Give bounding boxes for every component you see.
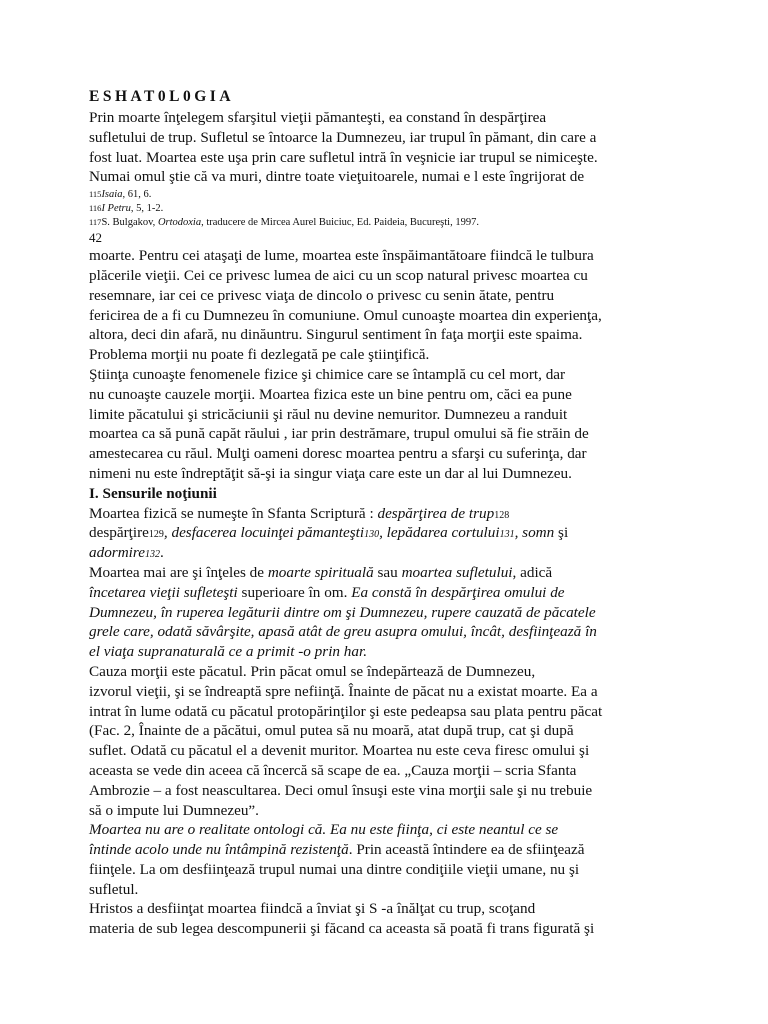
text-line: nu cunoaşte cauzele morţii. Moartea fizica este un bine pentru om, căci ea pune xyxy=(89,385,572,403)
text-line: sufletului de trup. Sufletul se întoarce la Dumnezeu, iar trupul în pămant, din care a xyxy=(89,128,597,146)
paragraph-cauza xyxy=(89,662,649,820)
paragraph-moarte xyxy=(89,246,649,484)
text-line: Dumnezeu, în ruperea legăturii dintre om şi Dumnezeu, rupere cauzată de păcatele xyxy=(89,603,596,621)
paragraph-sensuri xyxy=(89,504,649,662)
text-line: nimeni nu este îndreptăţit să-şi ia singur viaţa care este un dar al lui Dumnezeu. xyxy=(89,464,572,482)
text-line: limite păcatului şi stricăciunii şi răul nu devine nemuritor. Dumnezeu a randuit xyxy=(89,405,568,423)
text-line: fericirea de a fi cu Dumnezeu în comuniune. Omul cunoaşte moartea din experienţa, xyxy=(89,306,602,324)
text-line: plăcerile vieţii. Cei ce privesc lumea de aici cu un scop natural privesc moartea cu xyxy=(89,266,588,284)
paragraph-hristos xyxy=(89,899,649,939)
text-line: Ambrozie – a fost neascultarea. Deci omul însuşi este vina morţii sale şi nu trebuie xyxy=(89,781,593,799)
text-line: Moartea fizică se numeşte în Sfanta Scriptură : despărţirea de trup128 xyxy=(89,504,510,522)
paragraph-ontologic xyxy=(89,820,649,899)
text-line: moartea ca să pună capăt răului , iar prin destrămare, trupul omului să fie străin de xyxy=(89,425,589,443)
text-line: (Fac. 2, Înainte de a păcătui, omul putea să nu moară, atat după trup, cat şi după xyxy=(89,722,574,740)
text-line: materia de sub legea descompunerii şi făcand ca aceasta să poată fi trans figurată şi xyxy=(89,920,595,938)
text-line: adormire132. xyxy=(89,544,164,562)
text-line: moarte. Pentru cei ataşaţi de lume, moartea este înspăimantătoare fiindcă le tulbura xyxy=(89,247,594,265)
footnote-117: 117S. Bulgakov, Ortodoxia, traducere de Mircea Aurel Buiciuc, Ed. Paideia, Bucureşti, 1997. xyxy=(89,217,479,229)
text-line: să o impute lui Dumnezeu”. xyxy=(89,801,259,819)
text-line: suflet. Odată cu păcatul el a devenit muritor. Moartea nu este ceva firesc omului şi xyxy=(89,742,590,760)
page-title: ESHAT0L0GIA xyxy=(89,88,235,105)
text-line: Prin moarte înţelegem sfarşitul vieţii pămanteşti, ea constand în despărţirea xyxy=(89,109,547,126)
text-line: întinde acolo unde nu întâmpină rezistenţă. Prin această întindere ea de sfiinţează xyxy=(89,841,585,859)
text-line: Ştiinţa cunoaşte fenomenele fizice şi chimice care se întamplă cu cel mort, dar xyxy=(89,365,566,383)
text-line: Numai omul ştie că va muri, dintre toate vieţuitoarele, numai e l este îngrijorat de xyxy=(89,168,585,186)
text-line: altora, deci din afară, nu dinăuntru. Singurul sentiment în faţa morţii este spaima. xyxy=(89,326,583,344)
text-line: izvorul vieţii, şi se îndreaptă spre nefiinţă. Înainte de păcat nu a existat moarte. Ea a xyxy=(89,682,598,700)
page-number: 42 xyxy=(89,230,102,246)
text-line: intrat în lume odată cu păcatul protopărinţilor şi este pedeapsa sau plata pentru păcat xyxy=(89,702,603,720)
text-line: sufletul. xyxy=(89,880,139,898)
footnote-116: 116I Petru, 5, 1-2. xyxy=(89,203,164,215)
text-line: Problema morţii nu poate fi dezlegată pe cale ştiinţifică. xyxy=(89,346,430,364)
paragraph-intro xyxy=(89,108,649,187)
text-line: resemnare, iar cei ce privesc viaţa de dincolo o privesc cu senin ătate, pentru xyxy=(89,286,555,304)
text-line: aceasta se vede din aceea că încercă să scape de ea. „Cauza morţii – scria Sfanta xyxy=(89,761,577,779)
text-line: Moartea mai are şi înţeles de moarte spirituală sau moartea sufletului, adică xyxy=(89,563,553,581)
text-line: Hristos a desfiinţat moartea fiindcă a înviat şi S -a înălţat cu trup, scoţand xyxy=(89,900,536,918)
text-line: grele care, odată săvârşite, apasă atât de greu asupra omului, încât, desfiinţează în xyxy=(89,623,597,641)
text-line: despărţire129, desfacerea locuinţei pămanteşti130, lepădarea cortului131, somn şi xyxy=(89,524,569,542)
text-line: amestecarea cu răul. Mulţi oameni doresc moartea pentru a sfarşi cu suferinţa, dar xyxy=(89,445,587,463)
section-heading: I. Sensurile noţiunii xyxy=(89,484,217,502)
text-line: încetarea vieţii sufleteşti superioare în om. Ea constă în despărţirea omului de xyxy=(89,583,565,601)
footnotes xyxy=(89,187,649,229)
footnote-115: 115Isaia, 61, 6. xyxy=(89,189,152,201)
text-line: fiinţele. La om desfiinţează trupul numai una dintre condiţiile vieţii umane, nu şi xyxy=(89,860,580,878)
text-line: el viaţa supranaturală ce a primit -o prin har. xyxy=(89,643,368,661)
page-content xyxy=(89,86,649,939)
text-line: Cauza morţii este păcatul. Prin păcat omul se îndepărtează de Dumnezeu, xyxy=(89,662,536,680)
text-line: Moartea nu are o realitate ontologi că. Ea nu este fiinţa, ci este neantul ce se xyxy=(89,821,559,839)
text-line: fost luat. Moartea este uşa prin care sufletul intră în veşnicie iar trupul se nimiceşte. xyxy=(89,148,598,166)
